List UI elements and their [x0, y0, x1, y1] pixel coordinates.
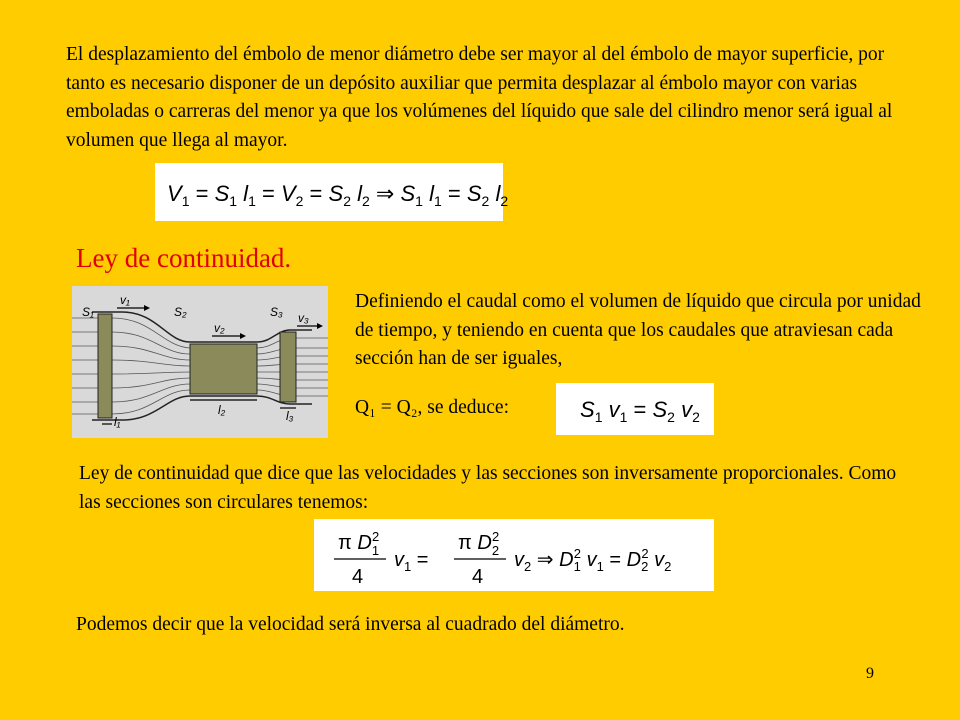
- label-l2: l₂: [218, 403, 226, 417]
- label-s3: S₃: [270, 305, 283, 319]
- diameter-formula-text: [714, 519, 715, 520]
- label-v2: v₂: [214, 321, 225, 335]
- svg-text:4: 4: [352, 566, 364, 588]
- conclusion-paragraph: Podemos decir que la velocidad será inversa al cuadrado del diámetro.: [76, 614, 625, 635]
- definition-paragraph: Definiendo el caudal como el volumen de líquido que circula por unidad de tiempo, y teniendo en cuenta que los caudales que atraviesan cada sección han de ser iguales,: [355, 291, 921, 369]
- label-v1: v₁: [120, 293, 130, 307]
- page-number: 9: [866, 665, 874, 682]
- continuity-paragraph: Ley de continuidad que dice que las velocidades y las secciones son inversamente proporcionales. Como las secciones son circulares tenemos:: [79, 463, 897, 513]
- continuity-diagram: [72, 286, 328, 438]
- label-l1: l₁: [114, 415, 121, 429]
- label-s2: S₂: [174, 305, 187, 319]
- label-s1: S₁: [82, 305, 94, 319]
- diameter-formula: [314, 519, 714, 591]
- volume-formula-text: [503, 163, 504, 164]
- flow-formula: [556, 383, 714, 435]
- svg-text:v2 ⇒ D12 v1 = D22 v2: $v_2$ ⇒ $D_12$ $v_1 = D_22$ $v_2$: [514, 546, 672, 574]
- label-v3: v₃: [298, 311, 309, 325]
- svg-text:π D12: π $D_12$: [338, 529, 380, 558]
- section-title: Ley de continuidad.: [76, 243, 292, 273]
- volume-formula: [155, 163, 509, 221]
- label-l3: l₃: [286, 409, 294, 423]
- svg-text:4: 4: [472, 566, 484, 588]
- intro-paragraph: El desplazamiento del émbolo de menor diámetro debe ser mayor al del émbolo de mayor superficie, por tanto es necesario disponer de un depósito auxiliar que permita desplazar al émbolo mayor con varias emboladas o carreras del menor ya que los volúmenes del líquido que sale del cilindro menor será igual al volumen que llega al mayor.: [66, 44, 893, 151]
- svg-text:V1 = S1 l1 = V2 = S2 l2 ⇒ S1: $V_1 = S_1$ $l_1 = V_2 = S_2$ $l_2$ ⇒ $S_1$ $l_1 = S_2$ $l_2$: [167, 181, 509, 209]
- svg-text:v1 =: $v_1$ =: [394, 549, 429, 574]
- flow-formula-text: [714, 383, 715, 384]
- svg-text:S1 v1 = S2 v2: $S_1$ $v_1 = S_2$ $v_2$: [580, 397, 700, 425]
- flow-equality: Q₁ = Q₂, se deduce:: [355, 397, 510, 418]
- svg-text:π D22: π $D_22$: [458, 529, 500, 558]
